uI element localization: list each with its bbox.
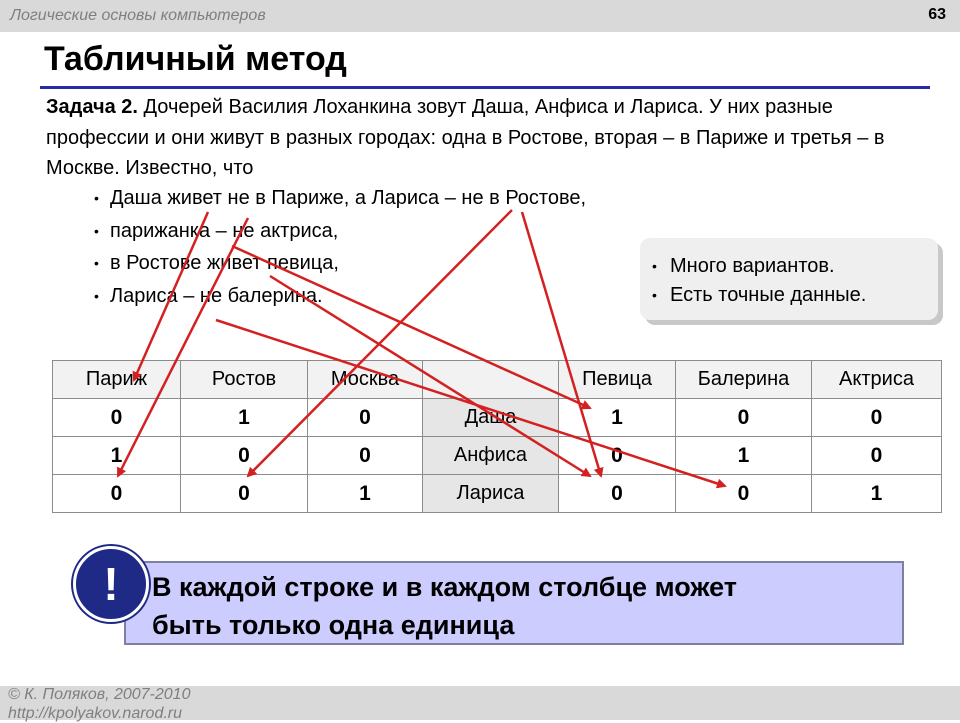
table-cell: 1	[308, 475, 423, 513]
rule-line: В каждой строке и в каждом столбце может	[152, 572, 737, 602]
slide-title: Табличный метод	[44, 40, 347, 78]
logic-table	[52, 360, 942, 513]
course-title: Логические основы компьютеров	[10, 7, 266, 24]
page-number: 63	[928, 6, 946, 23]
note-text: Есть точные данные.	[670, 284, 867, 306]
table-cell: 0	[181, 437, 308, 475]
table-cell: 1	[559, 399, 676, 437]
column-header: Певица	[559, 361, 676, 399]
column-header: Актриса	[812, 361, 942, 399]
note-item	[652, 281, 938, 310]
table-cell: 0	[53, 399, 181, 437]
rule-line: быть только одна единица	[152, 610, 515, 640]
table-cell: 1	[181, 399, 308, 437]
column-header: Балерина	[676, 361, 812, 399]
rule-text	[152, 568, 737, 644]
table-cell: 0	[559, 437, 676, 475]
table-header-row	[53, 361, 942, 399]
table-row	[53, 437, 942, 475]
task-text: Дочерей Василия Лоханкина зовут Даша, Анфиса и Лариса. У них разные профессии и они живут в разных городах: одна в Ростове, вторая – в Париже и третья – в Москве. Известно, что	[46, 96, 885, 179]
fact-text: в Ростове живет певица,	[110, 252, 339, 274]
note-item	[652, 252, 938, 281]
column-header	[423, 361, 559, 399]
footer-author: © К. Поляков, 2007-2010	[8, 686, 191, 703]
column-header: Ростов	[181, 361, 308, 399]
table-cell: 0	[676, 475, 812, 513]
fact-text: парижанка – не актриса,	[110, 219, 339, 242]
facts-list	[94, 182, 586, 312]
table-cell: 1	[53, 437, 181, 475]
table-row	[53, 475, 942, 513]
footer-url[interactable]: http://kpolyakov.narod.ru	[8, 705, 183, 722]
table-cell: 0	[53, 475, 181, 513]
task-statement	[46, 92, 896, 184]
exclamation-icon: !	[73, 546, 149, 622]
title-underline	[40, 86, 930, 89]
table-cell: 0	[308, 437, 423, 475]
column-header: Москва	[308, 361, 423, 399]
row-name: Даша	[423, 399, 559, 437]
table-cell: 0	[812, 437, 942, 475]
fact-text: Даша живет не в Париже, а Лариса – не в Ростове,	[110, 187, 587, 209]
fact-item	[94, 182, 586, 215]
table-cell: 0	[308, 399, 423, 437]
row-name: Лариса	[423, 475, 559, 513]
table-cell: 0	[181, 475, 308, 513]
task-label: Задача 2.	[46, 96, 138, 118]
fact-item	[94, 215, 586, 248]
table-row	[53, 399, 942, 437]
table-cell: 0	[559, 475, 676, 513]
row-name: Анфиса	[423, 437, 559, 475]
table-cell: 0	[812, 399, 942, 437]
note-callout	[640, 238, 938, 320]
table-cell: 1	[676, 437, 812, 475]
table-cell: 1	[812, 475, 942, 513]
fact-text: Лариса – не балерина.	[110, 284, 323, 307]
fact-item	[94, 280, 586, 313]
fact-item	[94, 247, 586, 280]
column-header: Париж	[53, 361, 181, 399]
note-text: Много вариантов.	[670, 255, 835, 277]
table-cell: 0	[676, 399, 812, 437]
